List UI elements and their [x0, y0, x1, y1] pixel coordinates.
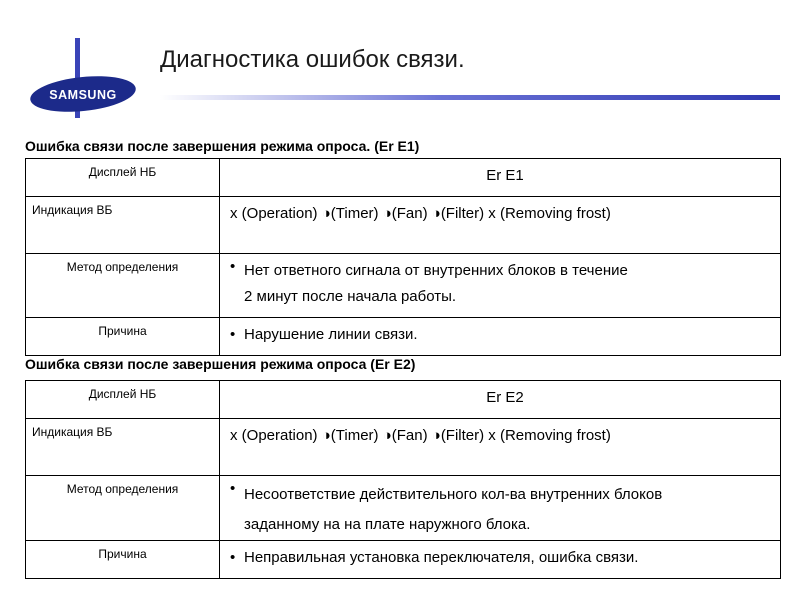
row-value: x (Operation) ◑(Timer) ◑(Fan) ◑(Filter) x (Removing frost) [220, 419, 781, 476]
row-value [220, 476, 781, 541]
row-label: Индикация ВБ [26, 419, 220, 476]
table-row [26, 381, 781, 419]
row-label: Дисплей НБ [26, 381, 220, 419]
bullet-icon: • [230, 549, 236, 566]
bullet-icon: • [230, 258, 236, 275]
row-value-line: Нет ответного сигнала от внутренних блоков в течение [244, 262, 628, 279]
bullet-icon: • [230, 480, 236, 497]
table-row [26, 318, 781, 356]
row-value-line: Нарушение линии связи. [244, 326, 418, 343]
row-value-line: Несоответствие действительного кол-ва внутренних блоков [244, 486, 663, 503]
section-heading-e2: Ошибка связи после завершения режима опроса (Er E2) [25, 356, 416, 372]
row-value [220, 541, 781, 579]
section-heading-e1: Ошибка связи после завершения режима опроса. (Er E1) [25, 138, 420, 154]
table-row [26, 254, 781, 318]
table-row [26, 419, 781, 476]
row-label: Дисплей НБ [26, 159, 220, 197]
table-row [26, 541, 781, 579]
page-title: Диагностика ошибок связи. [160, 46, 465, 73]
bullet-icon: • [230, 326, 236, 343]
row-value: Er E2 [220, 381, 781, 419]
row-label: Причина [26, 541, 220, 579]
samsung-logo [28, 74, 138, 114]
diagnostic-table-e1 [25, 158, 781, 356]
table-row [26, 197, 781, 254]
table-row [26, 159, 781, 197]
row-label: Причина [26, 318, 220, 356]
row-value [220, 318, 781, 356]
row-label: Метод определения [26, 254, 220, 318]
row-value [220, 254, 781, 318]
row-value-line: заданному на на плате наружного блока. [244, 516, 531, 533]
row-value-line: 2 минут после начала работы. [244, 288, 457, 305]
row-label: Индикация ВБ [26, 197, 220, 254]
logo-text: SAMSUNG [49, 88, 117, 102]
diagnostic-table-e2 [25, 380, 781, 579]
row-value: x (Operation) ◑(Timer) ◑(Fan) ◑(Filter) x (Removing frost) [220, 197, 781, 254]
title-underline [160, 95, 780, 100]
row-value-line: Неправильная установка переключателя, ошибка связи. [244, 549, 639, 566]
row-label: Метод определения [26, 476, 220, 541]
table-row [26, 476, 781, 541]
row-value: Er E1 [220, 159, 781, 197]
